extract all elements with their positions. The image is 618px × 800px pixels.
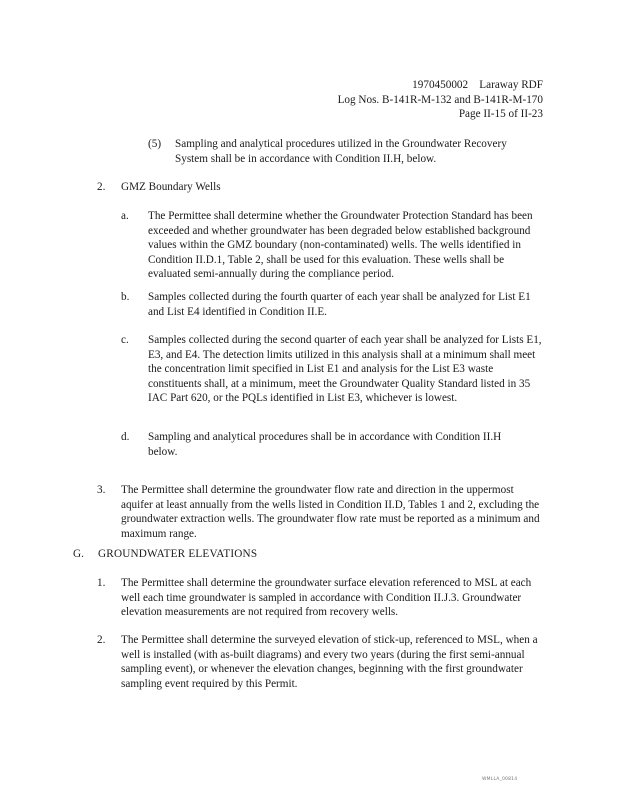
page-header [338,78,543,122]
section-2-title: GMZ Boundary Wells [121,181,221,193]
header-facility-id: 1970450002 Laraway RDF [412,79,543,91]
section-3-number: 3. [97,484,106,496]
item-5-text: Sampling and analytical procedures utilized in the Groundwater Recovery System shall be in accordance with Condition II.H, below. [175,138,507,165]
item-5-number: (5) [148,138,162,150]
section-g1-text: The Permittee shall determine the groundwater surface elevation referenced to MSL at each well each time groundwater is sampled in accordance with Condition II.J.3. Groundwater elevation measurements are not required from recovery wells. [121,577,532,618]
section-g-letter: G. [73,548,84,560]
section-2-number: 2. [97,181,106,193]
section-g2-text: The Permittee shall determine the surveyed elevation of stick-up, referenced to MSL, when a well is installed (with as-built diagrams) and every two years (during the first semi-annual sampling event), or whenever the elevation changes, beginning with the first groundwater sampling event required by this Permit. [121,634,538,690]
section-2d-letter: d. [121,431,130,443]
section-g1-number: 1. [97,577,106,589]
section-g2-number: 2. [97,634,106,646]
header-page-number: Page II-15 of II-23 [458,108,543,120]
section-2a-letter: a. [121,210,129,222]
section-2a-text: The Permittee shall determine whether the Groundwater Protection Standard has been exceeded and whether groundwater has been degraded below established background values within the GMZ boundary (non-contaminated) wells. The wells identified in Condition II.D.1, Table 2, shall be used for this evaluation. These wells shall be evaluated semi-annually during the compliance period. [148,210,533,280]
section-2c-letter: c. [121,334,129,346]
section-2c-text: Samples collected during the second quarter of each year shall be analyzed for Lists E1, E3, and E4. The detection limits utilized in this analysis shall at a minimum shall meet the concentration limit specified in List E1 and analysis for the List E3 waste constituents shall, at a minimum, meet the Groundwater Quality Standard listed in 35 IAC Part 620, or the PQLs identified in List E3, whichever is lowest. [148,334,542,404]
section-g-title: GROUNDWATER ELEVATIONS [98,548,258,560]
section-2b-letter: b. [121,291,130,303]
header-log-numbers: Log Nos. B-141R-M-132 and B-141R-M-170 [337,93,543,106]
section-2b-text: Samples collected during the fourth quarter of each year shall be analyzed for List E1 and List E4 identified in Condition II.E. [148,291,531,318]
section-2d-text: Sampling and analytical procedures shall be in accordance with Condition II.H below. [148,431,502,458]
section-3-text: The Permittee shall determine the groundwater flow rate and direction in the uppermost aquifer at least annually from the wells listed in Condition II.D, Tables 1 and 2, excluding the groundwater extraction wells. The groundwater flow rate must be reported as a minimum and maximum range. [121,484,540,540]
bates-stamp: WMLLA_00814 [482,777,518,782]
